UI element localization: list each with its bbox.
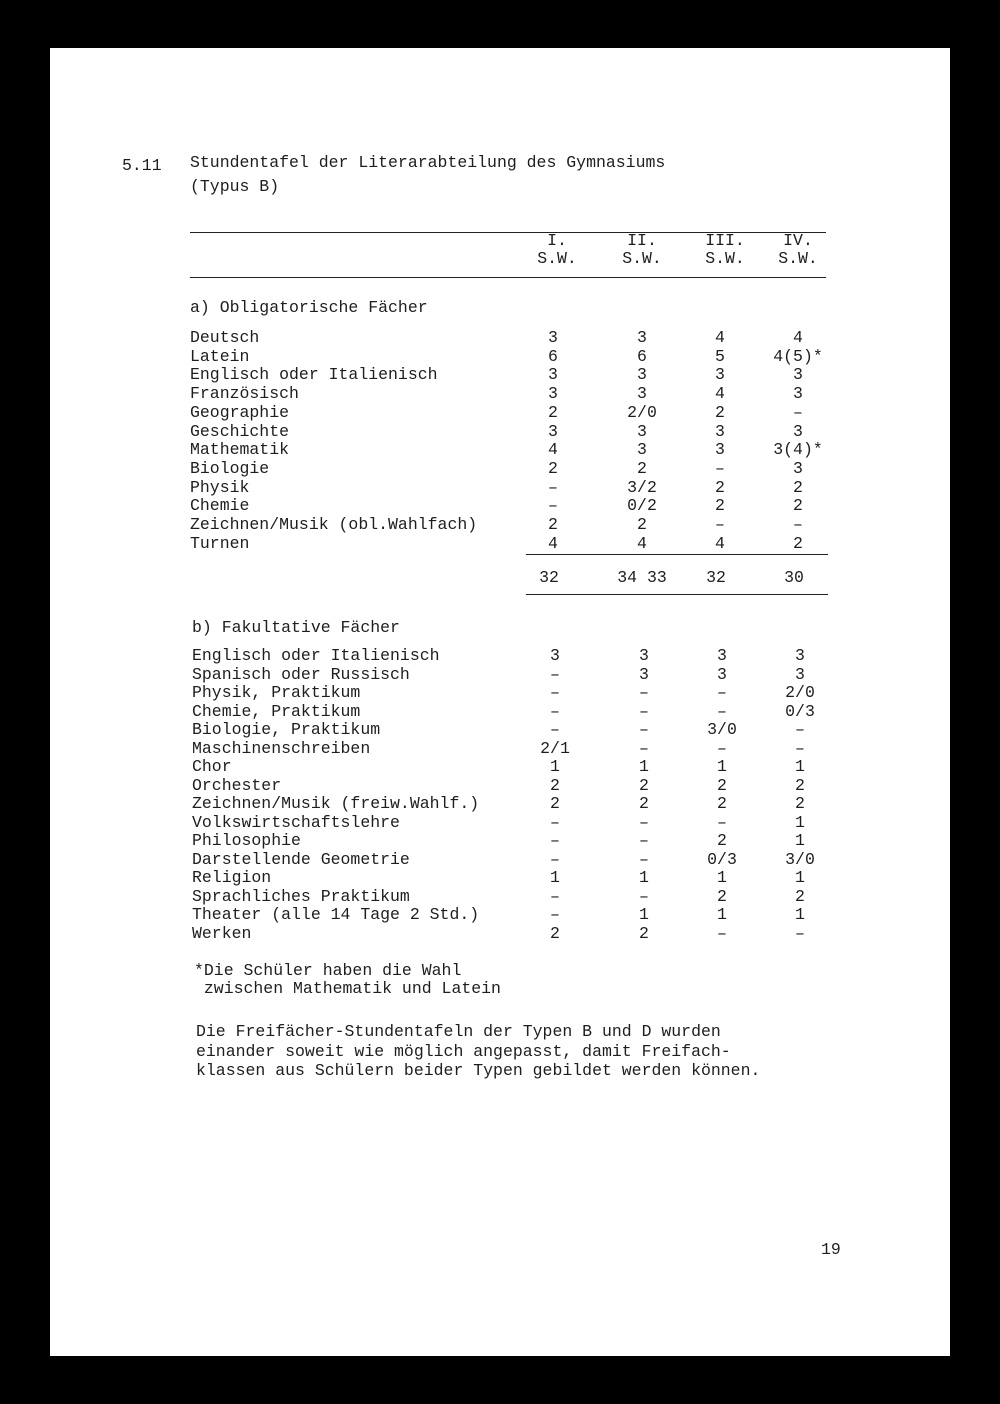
section-a-subject: Französisch <box>190 384 299 404</box>
footnote-line-2: zwischen Mathematik und Latein <box>194 979 501 998</box>
page-number: 19 <box>821 1240 841 1259</box>
section-b-cell-col-4: – <box>795 738 805 758</box>
section-b-cell-col-1: 2 <box>550 775 560 795</box>
section-a-cell-col-3: 2 <box>715 477 725 497</box>
section-b-cell-col-2: 3 <box>639 664 649 684</box>
section-a-cell-col-4: 2 <box>793 496 803 516</box>
section-b-cell-col-1: – <box>550 701 560 721</box>
section-a-cell-col-1: 2 <box>548 515 558 534</box>
section-b-cell-col-2: – <box>639 886 649 906</box>
section-b-subject: Werken <box>192 923 252 943</box>
section-b-subject: Volkswirtschaftslehre <box>192 812 400 832</box>
section-b-cell-col-4: 1 <box>795 905 805 924</box>
section-b-cell-col-2: – <box>639 831 649 850</box>
section-number: 5.11 <box>122 156 162 175</box>
section-b-cell-col-1: – <box>550 720 560 739</box>
section-a-cell-col-2: 3 <box>637 365 647 385</box>
section-a-cell-col-1: – <box>548 477 558 497</box>
section-a-cell-col-4: 3 <box>793 365 803 385</box>
section-b-cell-col-4: 0/3 <box>785 701 815 721</box>
section-b-cell-col-3: 1 <box>717 868 727 887</box>
footnote-line-1: *Die Schüler haben die Wahl <box>194 961 462 980</box>
section-a-cell-col-4: 3(4)* <box>773 440 823 460</box>
section-b-cell-col-1: – <box>550 812 560 832</box>
section-a-cell-col-3: 2 <box>715 402 725 422</box>
section-b-cell-col-3: 1 <box>717 905 727 924</box>
section-b-cell-col-4: 3 <box>795 664 805 684</box>
section-a-cell-col-1: 2 <box>548 402 558 422</box>
section-b-cell-col-1: 3 <box>550 646 560 665</box>
section-a-cell-col-2: 3 <box>637 421 647 441</box>
section-b-subject: Chemie, Praktikum <box>192 701 361 721</box>
section-b-subject: Maschinenschreiben <box>192 738 371 758</box>
section-a-cell-col-3: 3 <box>715 365 725 385</box>
section-b-cell-col-4: 1 <box>795 831 805 850</box>
col-header-3-unit: S.W. <box>705 249 745 268</box>
section-b-cell-col-4: 2/0 <box>785 683 815 702</box>
section-b-cell-col-3: – <box>717 701 727 721</box>
section-a-cell-col-2: 3 <box>637 328 647 347</box>
section-b-subject: Chor <box>192 757 232 776</box>
section-b-cell-col-2: – <box>639 812 649 832</box>
section-a-cell-col-3: 3 <box>715 421 725 441</box>
section-a-subject: Biologie <box>190 458 270 478</box>
section-b-cell-col-3: 2 <box>717 775 727 795</box>
section-a-cell-col-4: 4 <box>793 328 803 347</box>
section-b-cell-col-1: – <box>550 905 560 924</box>
section-a-cell-col-2: 6 <box>637 346 647 366</box>
section-b-cell-col-2: 2 <box>639 794 649 813</box>
section-a-subject: Geschichte <box>190 421 290 441</box>
section-b-cell-col-4: 2 <box>795 794 805 813</box>
section-b-cell-col-2: – <box>639 701 649 721</box>
col-header-4-unit: S.W. <box>778 249 818 268</box>
section-a-cell-col-3: 3 <box>715 440 725 460</box>
section-b-cell-col-2: 2 <box>639 775 649 795</box>
section-b-cell-col-2: – <box>639 738 649 758</box>
section-a-cell-col-2: 3 <box>637 384 647 404</box>
section-a-cell-col-1: – <box>548 496 558 516</box>
section-a-cell-col-2: 2 <box>637 458 647 478</box>
section-b-cell-col-4: 2 <box>795 886 805 906</box>
section-b-subject: Physik, Praktikum <box>192 683 361 702</box>
section-b-cell-col-4: 1 <box>795 757 805 776</box>
section-a-cell-col-3: 5 <box>715 346 725 366</box>
section-a-subject: Latein <box>190 346 250 366</box>
section-a-cell-col-2: 2/0 <box>627 402 657 422</box>
section-b-subject: Englisch oder Italienisch <box>192 646 440 665</box>
section-b-cell-col-3: 3/0 <box>707 720 737 739</box>
total-col-1: 32 <box>539 568 559 587</box>
section-b-cell-col-3: 2 <box>717 886 727 906</box>
page-subtitle: (Typus B) <box>190 177 280 196</box>
section-b-cell-col-3: – <box>717 923 727 943</box>
section-a-cell-col-4: – <box>793 515 803 534</box>
section-b-cell-col-1: 2 <box>550 794 560 813</box>
col-header-3-roman: III. <box>705 231 745 250</box>
section-a-cell-col-3: – <box>715 515 725 534</box>
section-b-cell-col-4: – <box>795 720 805 739</box>
section-b-subject: Sprachliches Praktikum <box>192 886 410 906</box>
section-b-cell-col-3: 0/3 <box>707 849 737 869</box>
total-col-3: 32 <box>706 568 726 587</box>
section-b-cell-col-3: 2 <box>717 831 727 850</box>
section-a-subject: Geographie <box>190 402 290 422</box>
col-header-1-unit: S.W. <box>537 249 577 268</box>
section-a-subject: Turnen <box>190 533 250 553</box>
section-b-subject: Biologie, Praktikum <box>192 720 381 739</box>
paragraph-line-3: klassen aus Schülern beider Typen gebildet werden können. <box>196 1061 761 1080</box>
section-b-subject: Theater (alle 14 Tage 2 Std.) <box>192 905 480 924</box>
section-a-cell-col-3: 4 <box>715 328 725 347</box>
table-header-rule <box>190 277 826 278</box>
section-a-cell-col-2: 2 <box>637 515 647 534</box>
section-a-cell-col-1: 3 <box>548 365 558 385</box>
section-b-subject: Philosophie <box>192 831 301 850</box>
section-b-cell-col-3: 1 <box>717 757 727 776</box>
section-a-cell-col-2: 3 <box>637 440 647 460</box>
section-b-cell-col-1: 2/1 <box>540 738 570 758</box>
section-a-cell-col-3: 2 <box>715 496 725 516</box>
section-b-subject: Darstellende Geometrie <box>192 849 410 869</box>
col-header-4-roman: IV. <box>783 231 813 250</box>
section-b-cell-col-4: – <box>795 923 805 943</box>
section-a-subject: Deutsch <box>190 328 260 347</box>
section-b-cell-col-2: – <box>639 683 649 702</box>
section-a-cell-col-2: 3/2 <box>627 477 657 497</box>
section-b-cell-col-1: – <box>550 831 560 850</box>
total-col-4: 30 <box>784 568 804 587</box>
section-b-cell-col-1: 1 <box>550 757 560 776</box>
paragraph-line-2: einander soweit wie möglich angepasst, damit Freifach- <box>196 1042 731 1061</box>
section-a-title: a) Obligatorische Fächer <box>190 298 428 317</box>
section-b-cell-col-3: 3 <box>717 646 727 665</box>
section-b-cell-col-1: – <box>550 664 560 684</box>
section-a-cell-col-2: 0/2 <box>627 496 657 516</box>
section-a-subject: Mathematik <box>190 440 290 460</box>
section-b-cell-col-4: 1 <box>795 868 805 887</box>
section-b-cell-col-2: – <box>639 849 649 869</box>
col-header-1-roman: I. <box>547 231 567 250</box>
totals-top-rule <box>526 554 828 555</box>
section-b-cell-col-3: 2 <box>717 794 727 813</box>
section-a-cell-col-4: 2 <box>793 477 803 497</box>
col-header-2-roman: II. <box>627 231 657 250</box>
section-a-cell-col-2: 4 <box>637 533 647 553</box>
section-a-cell-col-3: – <box>715 458 725 478</box>
section-a-cell-col-4: 3 <box>793 458 803 478</box>
section-a-cell-col-3: 4 <box>715 533 725 553</box>
section-b-cell-col-4: 1 <box>795 812 805 832</box>
section-b-cell-col-4: 3 <box>795 646 805 665</box>
section-b-cell-col-2: 1 <box>639 868 649 887</box>
section-a-cell-col-1: 4 <box>548 533 558 553</box>
section-b-cell-col-1: – <box>550 683 560 702</box>
section-b-cell-col-1: – <box>550 849 560 869</box>
section-b-subject: Spanisch oder Russisch <box>192 664 410 684</box>
section-b-cell-col-3: – <box>717 738 727 758</box>
section-b-cell-col-1: 1 <box>550 868 560 887</box>
section-a-cell-col-4: 4(5)* <box>773 346 823 366</box>
section-b-subject: Orchester <box>192 775 282 795</box>
section-b-subject: Zeichnen/Musik (freiw.Wahlf.) <box>192 794 480 813</box>
section-a-cell-col-4: – <box>793 402 803 422</box>
section-a-cell-col-4: 3 <box>793 421 803 441</box>
section-a-cell-col-1: 2 <box>548 458 558 478</box>
section-a-subject: Physik <box>190 477 250 497</box>
section-b-cell-col-1: – <box>550 886 560 906</box>
page-title: Stundentafel der Literarabteilung des Gymnasiums <box>190 153 666 172</box>
section-b-title: b) Fakultative Fächer <box>192 618 400 637</box>
section-b-cell-col-3: 3 <box>717 664 727 684</box>
section-a-subject: Zeichnen/Musik (obl.Wahlfach) <box>190 515 478 534</box>
total-col-2: 34 33 <box>617 568 667 587</box>
section-b-cell-col-2: – <box>639 720 649 739</box>
section-b-cell-col-2: 1 <box>639 905 649 924</box>
section-a-cell-col-3: 4 <box>715 384 725 404</box>
section-a-cell-col-1: 6 <box>548 346 558 366</box>
section-b-cell-col-4: 3/0 <box>785 849 815 869</box>
section-b-cell-col-3: – <box>717 683 727 702</box>
col-header-2-unit: S.W. <box>622 249 662 268</box>
section-a-cell-col-4: 3 <box>793 384 803 404</box>
totals-bottom-rule <box>526 594 828 595</box>
section-a-subject: Englisch oder Italienisch <box>190 365 438 385</box>
section-a-cell-col-4: 2 <box>793 533 803 553</box>
section-a-subject: Chemie <box>190 496 250 516</box>
section-b-cell-col-2: 1 <box>639 757 649 776</box>
section-b-subject: Religion <box>192 868 272 887</box>
section-a-cell-col-1: 4 <box>548 440 558 460</box>
document-page <box>50 48 950 1356</box>
section-b-cell-col-1: 2 <box>550 923 560 943</box>
section-a-cell-col-1: 3 <box>548 421 558 441</box>
section-b-cell-col-4: 2 <box>795 775 805 795</box>
section-b-cell-col-2: 3 <box>639 646 649 665</box>
section-a-cell-col-1: 3 <box>548 328 558 347</box>
section-a-cell-col-1: 3 <box>548 384 558 404</box>
paragraph-line-1: Die Freifächer-Stundentafeln der Typen B und D wurden <box>196 1022 721 1041</box>
section-b-cell-col-3: – <box>717 812 727 832</box>
section-b-cell-col-2: 2 <box>639 923 649 943</box>
